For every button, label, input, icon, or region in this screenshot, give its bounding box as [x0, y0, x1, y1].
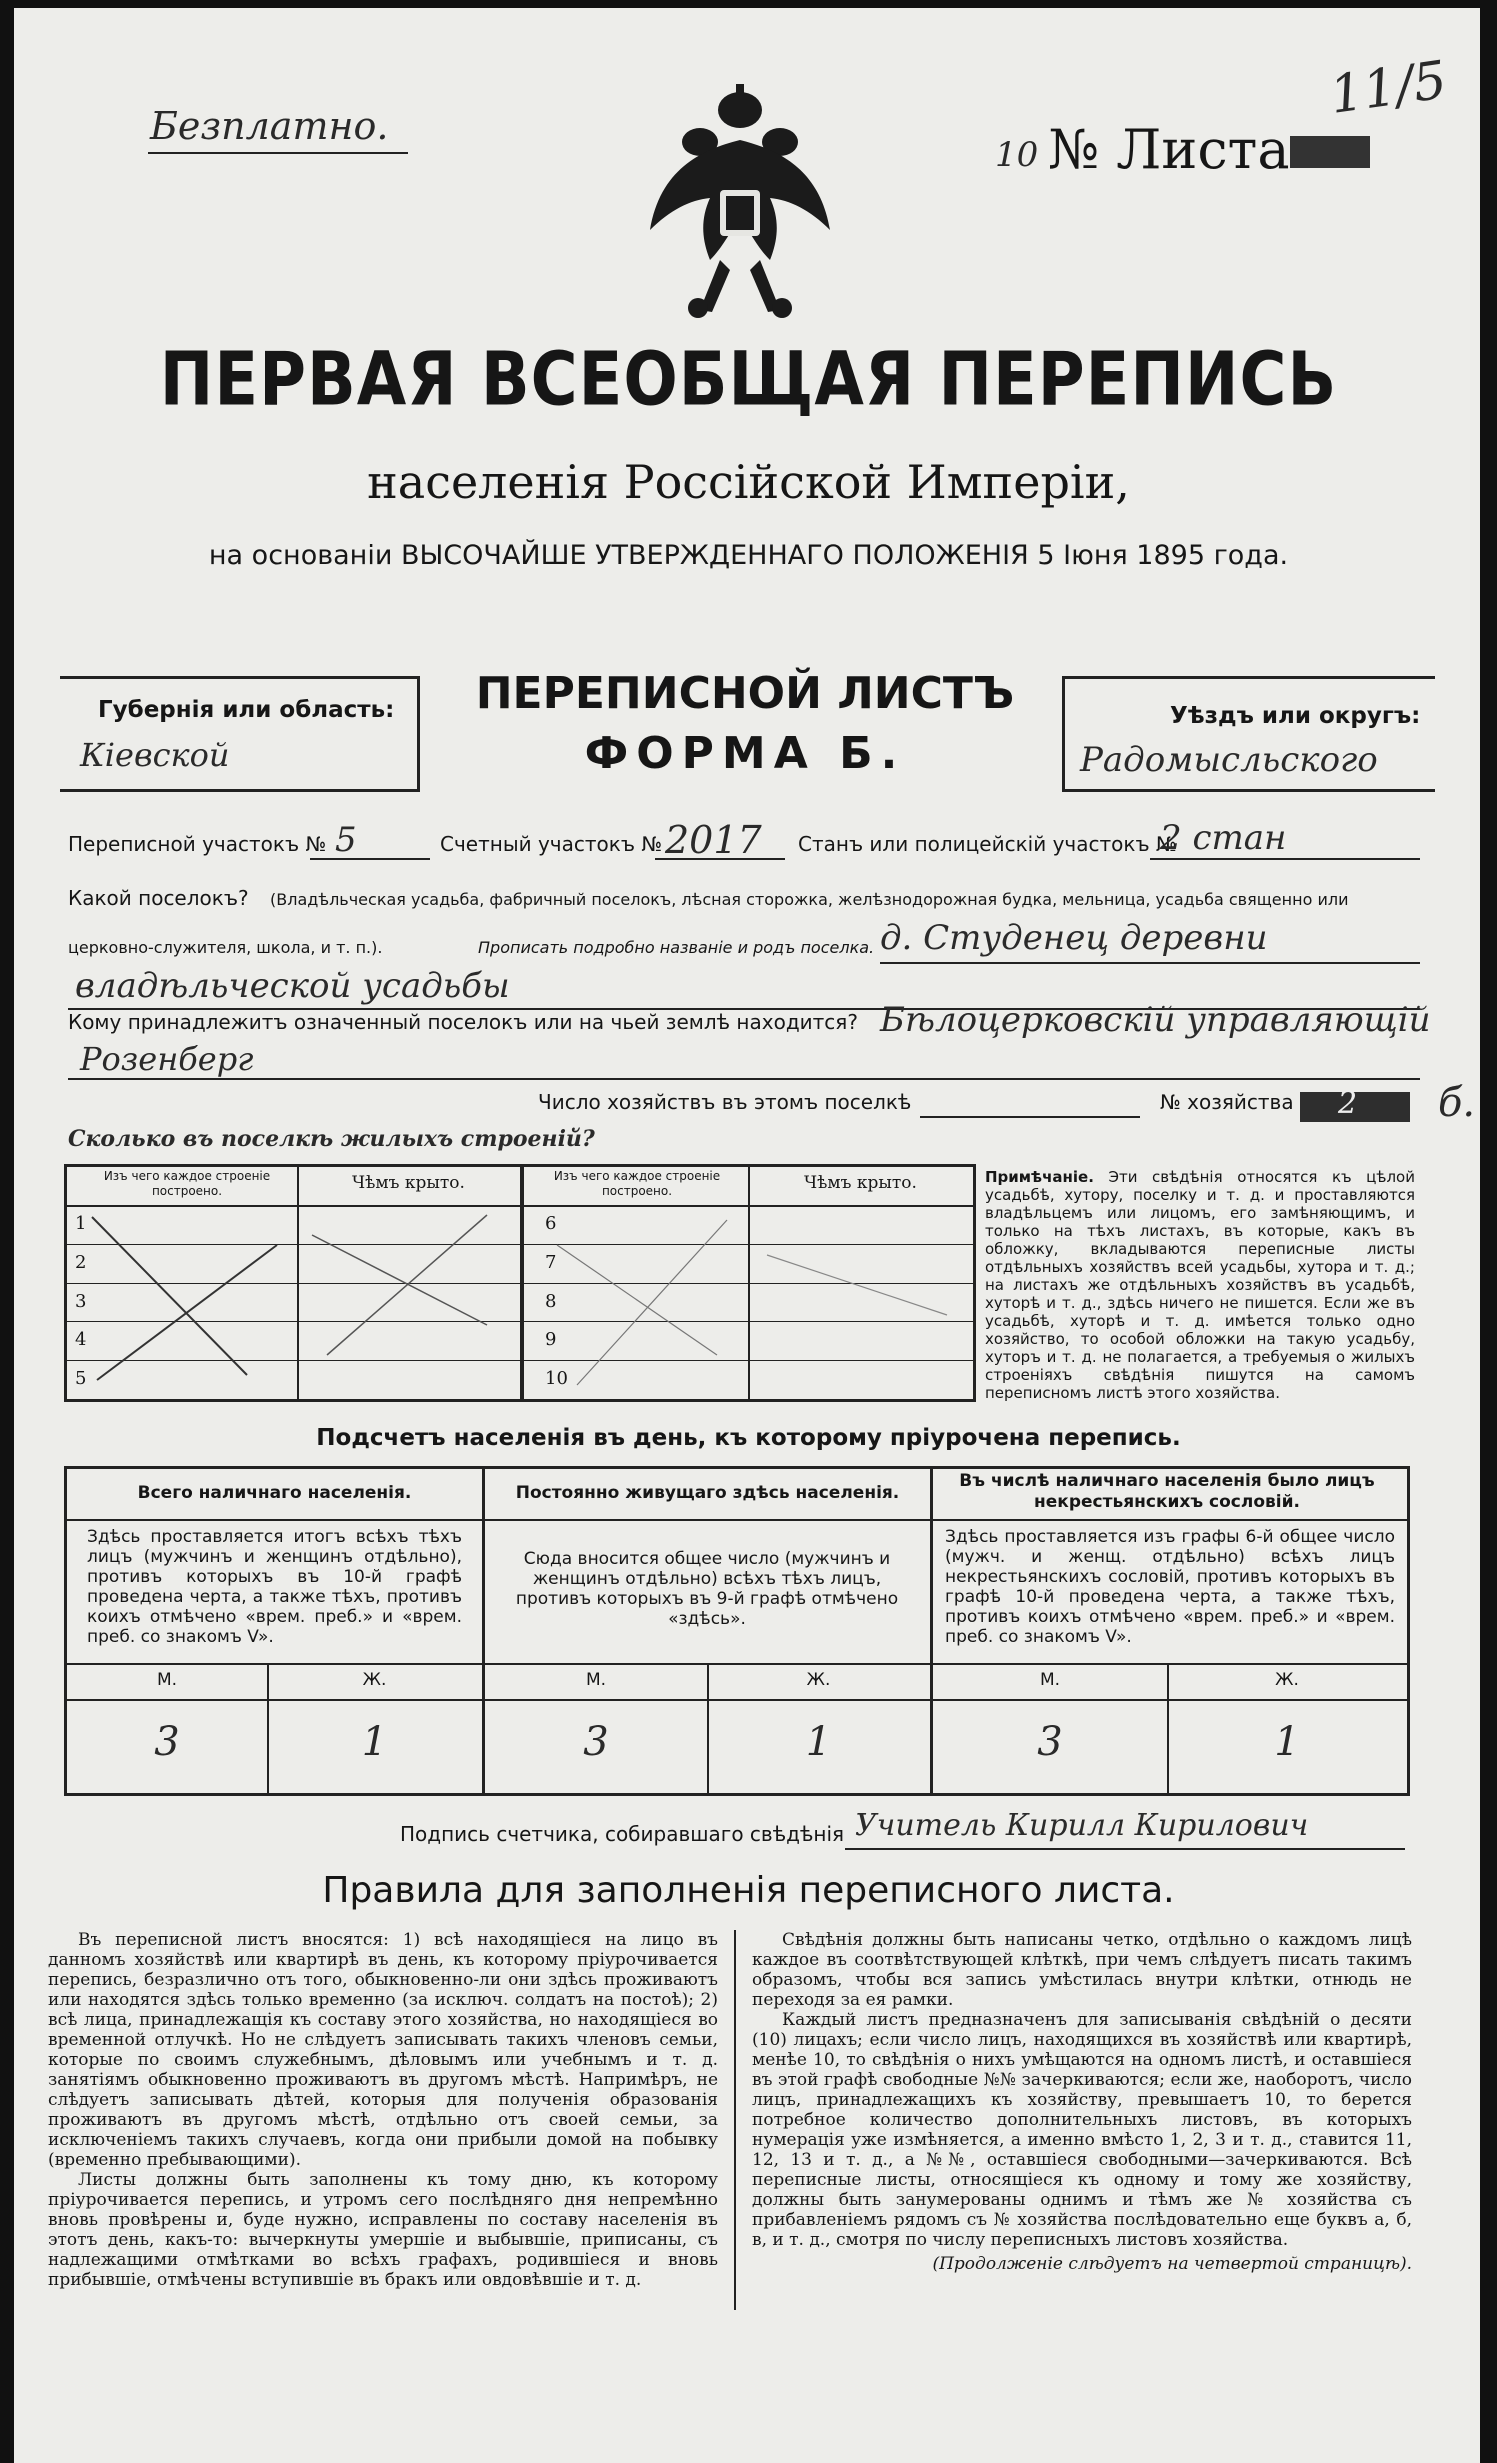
signature-value: Учитель Кирилл Кирилович — [855, 1808, 1309, 1843]
rules-right-p2: Каждый листъ предназначенъ для записыванія свѣдѣній о десяти (10) лицахъ; если число лицъ, находящихся въ хозяйствѣ или квартирѣ, менѣе 10, то свѣдѣнія о нихъ умѣщаются на одномъ листѣ, и оставшіеся въ этой графѣ свободные №№ зачеркиваются; если же, наоборотъ, число лицъ, принадлежащихъ къ хозяйству, превышаетъ 10, то берется потребное количество дополнительныхъ листовъ, въ которыхъ нумерація уже измѣняется, а именно вмѣсто 1, 2, 3 и т. д., ставится 11, 12, 13 и т. д., а №№, оставшіеся свободными—зачеркиваются. Всѣ переписные листы, относящіеся къ одному и тому же хозяйству, должны быть занумерованы однимъ и тѣмъ же № хозяйства съ прибавленіемъ рядомъ съ № хозяйства послѣдовательно еще буквъ а, б, в, и т. д., смотря по числу переписныхъ листовъ хозяйства. — [752, 2010, 1412, 2250]
sheet-number-handwritten: 10 — [995, 135, 1039, 175]
stan-value: 2 стан — [1160, 818, 1287, 858]
pop-col1-title: Всего наличнаго населенія. — [137, 1483, 412, 1503]
population-heading: Подсчетъ населенія въ день, къ которому пріурочена перепись. — [316, 1425, 1181, 1451]
scan-edge-left — [0, 0, 14, 2463]
pop-m-label-1: М. — [156, 1670, 178, 1690]
sheet-number-blackout — [1290, 136, 1370, 168]
pop-f-label-3: Ж. — [1275, 1670, 1299, 1690]
households-label: Число хозяйствъ въ этомъ поселкѣ — [538, 1090, 912, 1114]
pop-value-1: 3 — [154, 1719, 180, 1765]
pt-title-line-1 — [67, 1519, 1407, 1521]
gubernia-box — [60, 676, 420, 792]
buildings-note — [985, 1168, 1415, 1402]
rules-title: Правила для заполненія переписного листа. — [322, 1870, 1175, 1911]
owner-question: Кому принадлежитъ означенный поселокъ или на чьей землѣ находится? — [68, 1010, 858, 1034]
bt-row-number: 9 — [545, 1329, 557, 1351]
corner-number: 11/5 — [1326, 50, 1451, 126]
pop-f-label-1: Ж. — [362, 1670, 387, 1690]
bt-col-roof-right: Чѣмъ крыто. — [804, 1173, 917, 1193]
settlement-hint: (Владѣльческая усадьба, фабричный поселокъ, лѣсная сторожка, желѣзнодорожная будка, мельница, усадьба священно или — [270, 890, 1349, 909]
pop-col3-title: Въ числѣ наличнаго населенія было лицъ некрестьянскихъ сословій. — [959, 1471, 1375, 1512]
settlement-line-1 — [880, 962, 1420, 964]
sheet-number-label: № Листа — [1048, 118, 1290, 181]
free-underline — [148, 152, 408, 154]
settlement-instruction: Прописать подробно названіе и родъ поселка. — [478, 938, 875, 957]
census-district-line — [310, 858, 430, 860]
population-table — [64, 1466, 1410, 1796]
settlement-value-1: д. Студенец деревни — [880, 918, 1268, 958]
bt-col-material-left: Изъ чего каждое строеніе построено. — [103, 1169, 271, 1198]
pop-f-label-2: Ж. — [806, 1670, 831, 1690]
counting-district-label: Счетный участокъ № — [440, 832, 663, 856]
pop-m-label-3: М. — [1039, 1670, 1061, 1690]
counting-district-value: 2017 — [665, 818, 762, 862]
pop-m-label-2: М. — [585, 1670, 607, 1690]
pop-value-5: 3 — [1037, 1719, 1063, 1765]
bt-col-material-right: Изъ чего каждое строеніе построено. — [553, 1169, 721, 1198]
buildings-table — [64, 1164, 976, 1402]
rules-left-p1: Въ переписной листъ вносятся: 1) всѣ находящіеся на лицо въ данномъ хозяйствѣ или квартирѣ въ день, къ которому пріурочивается перепись, безразлично отъ того, обыкновенно-ли они здѣсь проживаютъ или находятся здѣсь только временно (за исключ. солдатъ на постоѣ); 2) всѣ лица, принадлежащія къ составу этого хозяйства, но находящіеся во временной отлучкѣ. Но не слѣдуетъ записывать такихъ членовъ семьи, которые по своимъ служебнымъ, дѣловымъ или учебнымъ и т. д. занятіямъ обыкновенно проживаютъ въ другомъ мѣстѣ. Напримѣръ, не слѣдуетъ записывать дѣтей, которыя для полученія образованія проживаютъ въ другомъ мѣстѣ, отдѣльно отъ своей семьи, за исключеніемъ такихъ случаевъ, когда они прибыли домой на побывку (временно пребывающими). — [48, 1930, 718, 2170]
bt-row-number: 1 — [75, 1213, 87, 1234]
basis-line: на основаніи ВЫСОЧАЙШЕ УТВЕРЖДЕННАГО ПОЛОЖЕНІЯ 5 Іюня 1895 года. — [208, 540, 1289, 571]
census-district-label: Переписной участокъ № — [68, 832, 327, 856]
scan-edge-top — [0, 0, 1497, 8]
pop-col2-text: Сюда вносится общее число (мужчинъ и женщинъ отдѣльно) всѣхъ тѣхъ лицъ, противъ которыхъ въ 9-й графѣ отмѣчено «здѣсь». — [515, 1549, 899, 1629]
note-text: Эти свѣдѣнія относятся къ цѣлой усадьбѣ, хутору, поселку и т. д. и проставляются владѣльцемъ или лицомъ, его замѣняющимъ, и только на тѣхъ листахъ, въ которые, какъ въ обложку, вкладываются переписные листы отдѣльныхъ хозяйствъ всей усадьбы, хутора и т. д.; на листахъ же отдѣльныхъ хозяйствъ въ усадьбѣ, хуторѣ и т. д., здѣсь ничего не пишется. Если же въ усадьбѣ, хуторѣ и т. д. имѣется только одно хозяйство, то особой обложки на такую усадьбу, хуторъ и т. д. не полагается, а требуемыя о жилыхъ строеніяхъ свѣдѣнія пишутся на самомъ переписномъ листѣ этого хозяйства. — [985, 1168, 1415, 1402]
rules-right-p1: Свѣдѣнія должны быть написаны четко, отдѣльно о каждомъ лицѣ каждое въ соотвѣтствующей клѣткѣ, при чемъ слѣдуетъ писать такимъ образомъ, чтобы вся запись умѣстилась внутри клѣтки, отнюдь не переходя за ея рамки. — [752, 1930, 1412, 2010]
rules-left-column — [48, 1930, 718, 2290]
settlement-hint-2: церковно-служителя, школа, и т. п.). — [68, 938, 383, 957]
signature-label: Подпись счетчика, собиравшаго свѣдѣнія — [400, 1822, 845, 1846]
uezd-value: Радомысльского — [1080, 740, 1378, 780]
stan-line — [1150, 858, 1420, 860]
household-no-value: 2 — [1338, 1086, 1358, 1121]
census-district-value: 5 — [335, 820, 357, 860]
bt-row-number: 10 — [545, 1368, 568, 1390]
bt-col-roof-left: Чѣмъ крыто. — [352, 1173, 465, 1193]
main-title: ПЕРВАЯ ВСЕОБЩАЯ ПЕРЕПИСЬ — [159, 338, 1338, 424]
note-title: Примѣчаніе. — [985, 1168, 1094, 1186]
gubernia-value: Кіевской — [80, 736, 230, 774]
sheet-title: ПЕРЕПИСНОЙ ЛИСТЪ — [475, 668, 1015, 719]
household-no-label: № хозяйства — [1160, 1090, 1294, 1114]
pop-col2-title: Постоянно живущаго здѣсь населенія. — [515, 1483, 900, 1503]
households-line — [920, 1116, 1140, 1118]
bt-row-number: 5 — [75, 1368, 87, 1390]
rules-continuation: (Продолженіе слѣдуетъ на четвертой страницѣ). — [932, 2254, 1412, 2274]
settlement-question: Какой поселокъ? — [68, 886, 249, 910]
owner-value-1: Бѣлоцерковскій управляющій — [880, 1000, 1431, 1040]
subtitle: населенія Россійской Имперіи, — [367, 455, 1130, 509]
rules-right-column — [752, 1930, 1412, 2274]
buildings-question: Сколько въ поселкѣ жилыхъ строеній? — [68, 1126, 595, 1152]
form-name: ФОРМА Б. — [584, 728, 906, 779]
pop-value-4: 1 — [805, 1719, 832, 1765]
owner-line — [68, 1078, 1420, 1080]
gubernia-label: Губернія или область: — [98, 697, 395, 723]
bt-row-number: 6 — [545, 1213, 557, 1234]
free-label: Безплатно. — [150, 104, 389, 148]
bt-crossout-marks — [67, 1205, 973, 1399]
pop-col3-text: Здѣсь проставляется изъ графы 6-й общее число (мужч. и женщ. отдѣльно) всѣхъ лицъ некрестьянскихъ сословій, противъ которыхъ въ графѣ 10-й проведена черта, а также тѣхъ, противъ коихъ отмѣчено «врем. преб.» и «врем. преб. со знакомъ V». — [945, 1527, 1395, 1647]
pop-col1-text: Здѣсь проставляется итогъ всѣхъ тѣхъ лицъ (мужчинъ и женщинъ отдѣльно), противъ которыхъ въ 10-й графѣ проведена черта, а также тѣхъ, противъ коихъ отмѣчено «врем. преб.» и «врем. преб. со знакомъ V». — [87, 1527, 462, 1647]
bt-row-number: 8 — [545, 1290, 557, 1312]
pop-value-6: 1 — [1274, 1719, 1300, 1765]
rules-divider — [734, 1930, 736, 2310]
rules-left-p2: Листы должны быть заполнены къ тому дню, къ которому пріурочивается перепись, и утромъ сего послѣдняго дня непремѣнно вновь провѣрены и, буде нужно, исправлены по составу населенія въ этотъ день, какъ-то: вычеркнуты умершіе и выбывшіе, приписаны, съ надлежащими отмѣтками во всѣхъ графахъ, родившіеся и вновь прибывшіе, отмѣчены вступившіе въ бракъ или овдовѣвшіе и т. д. — [48, 2170, 718, 2290]
pop-value-2: 1 — [361, 1719, 388, 1765]
bt-row-number: 2 — [75, 1251, 87, 1273]
bt-row-number: 7 — [545, 1251, 557, 1273]
scan-edge-right — [1480, 0, 1497, 2463]
bt-row-number: 4 — [75, 1329, 87, 1351]
owner-value-2: Розенберг — [80, 1040, 254, 1078]
household-suffix: б. — [1438, 1080, 1476, 1126]
pop-value-3: 3 — [583, 1719, 609, 1765]
bt-row-number: 3 — [75, 1290, 87, 1312]
imperial-eagle-icon — [640, 80, 840, 320]
signature-line — [845, 1848, 1405, 1850]
stan-label: Станъ или полицейскій участокъ № — [798, 832, 1177, 856]
uezd-label: Уѣздъ или округъ: — [1170, 703, 1421, 729]
settlement-value-2: владѣльческой усадьбы — [75, 966, 510, 1006]
